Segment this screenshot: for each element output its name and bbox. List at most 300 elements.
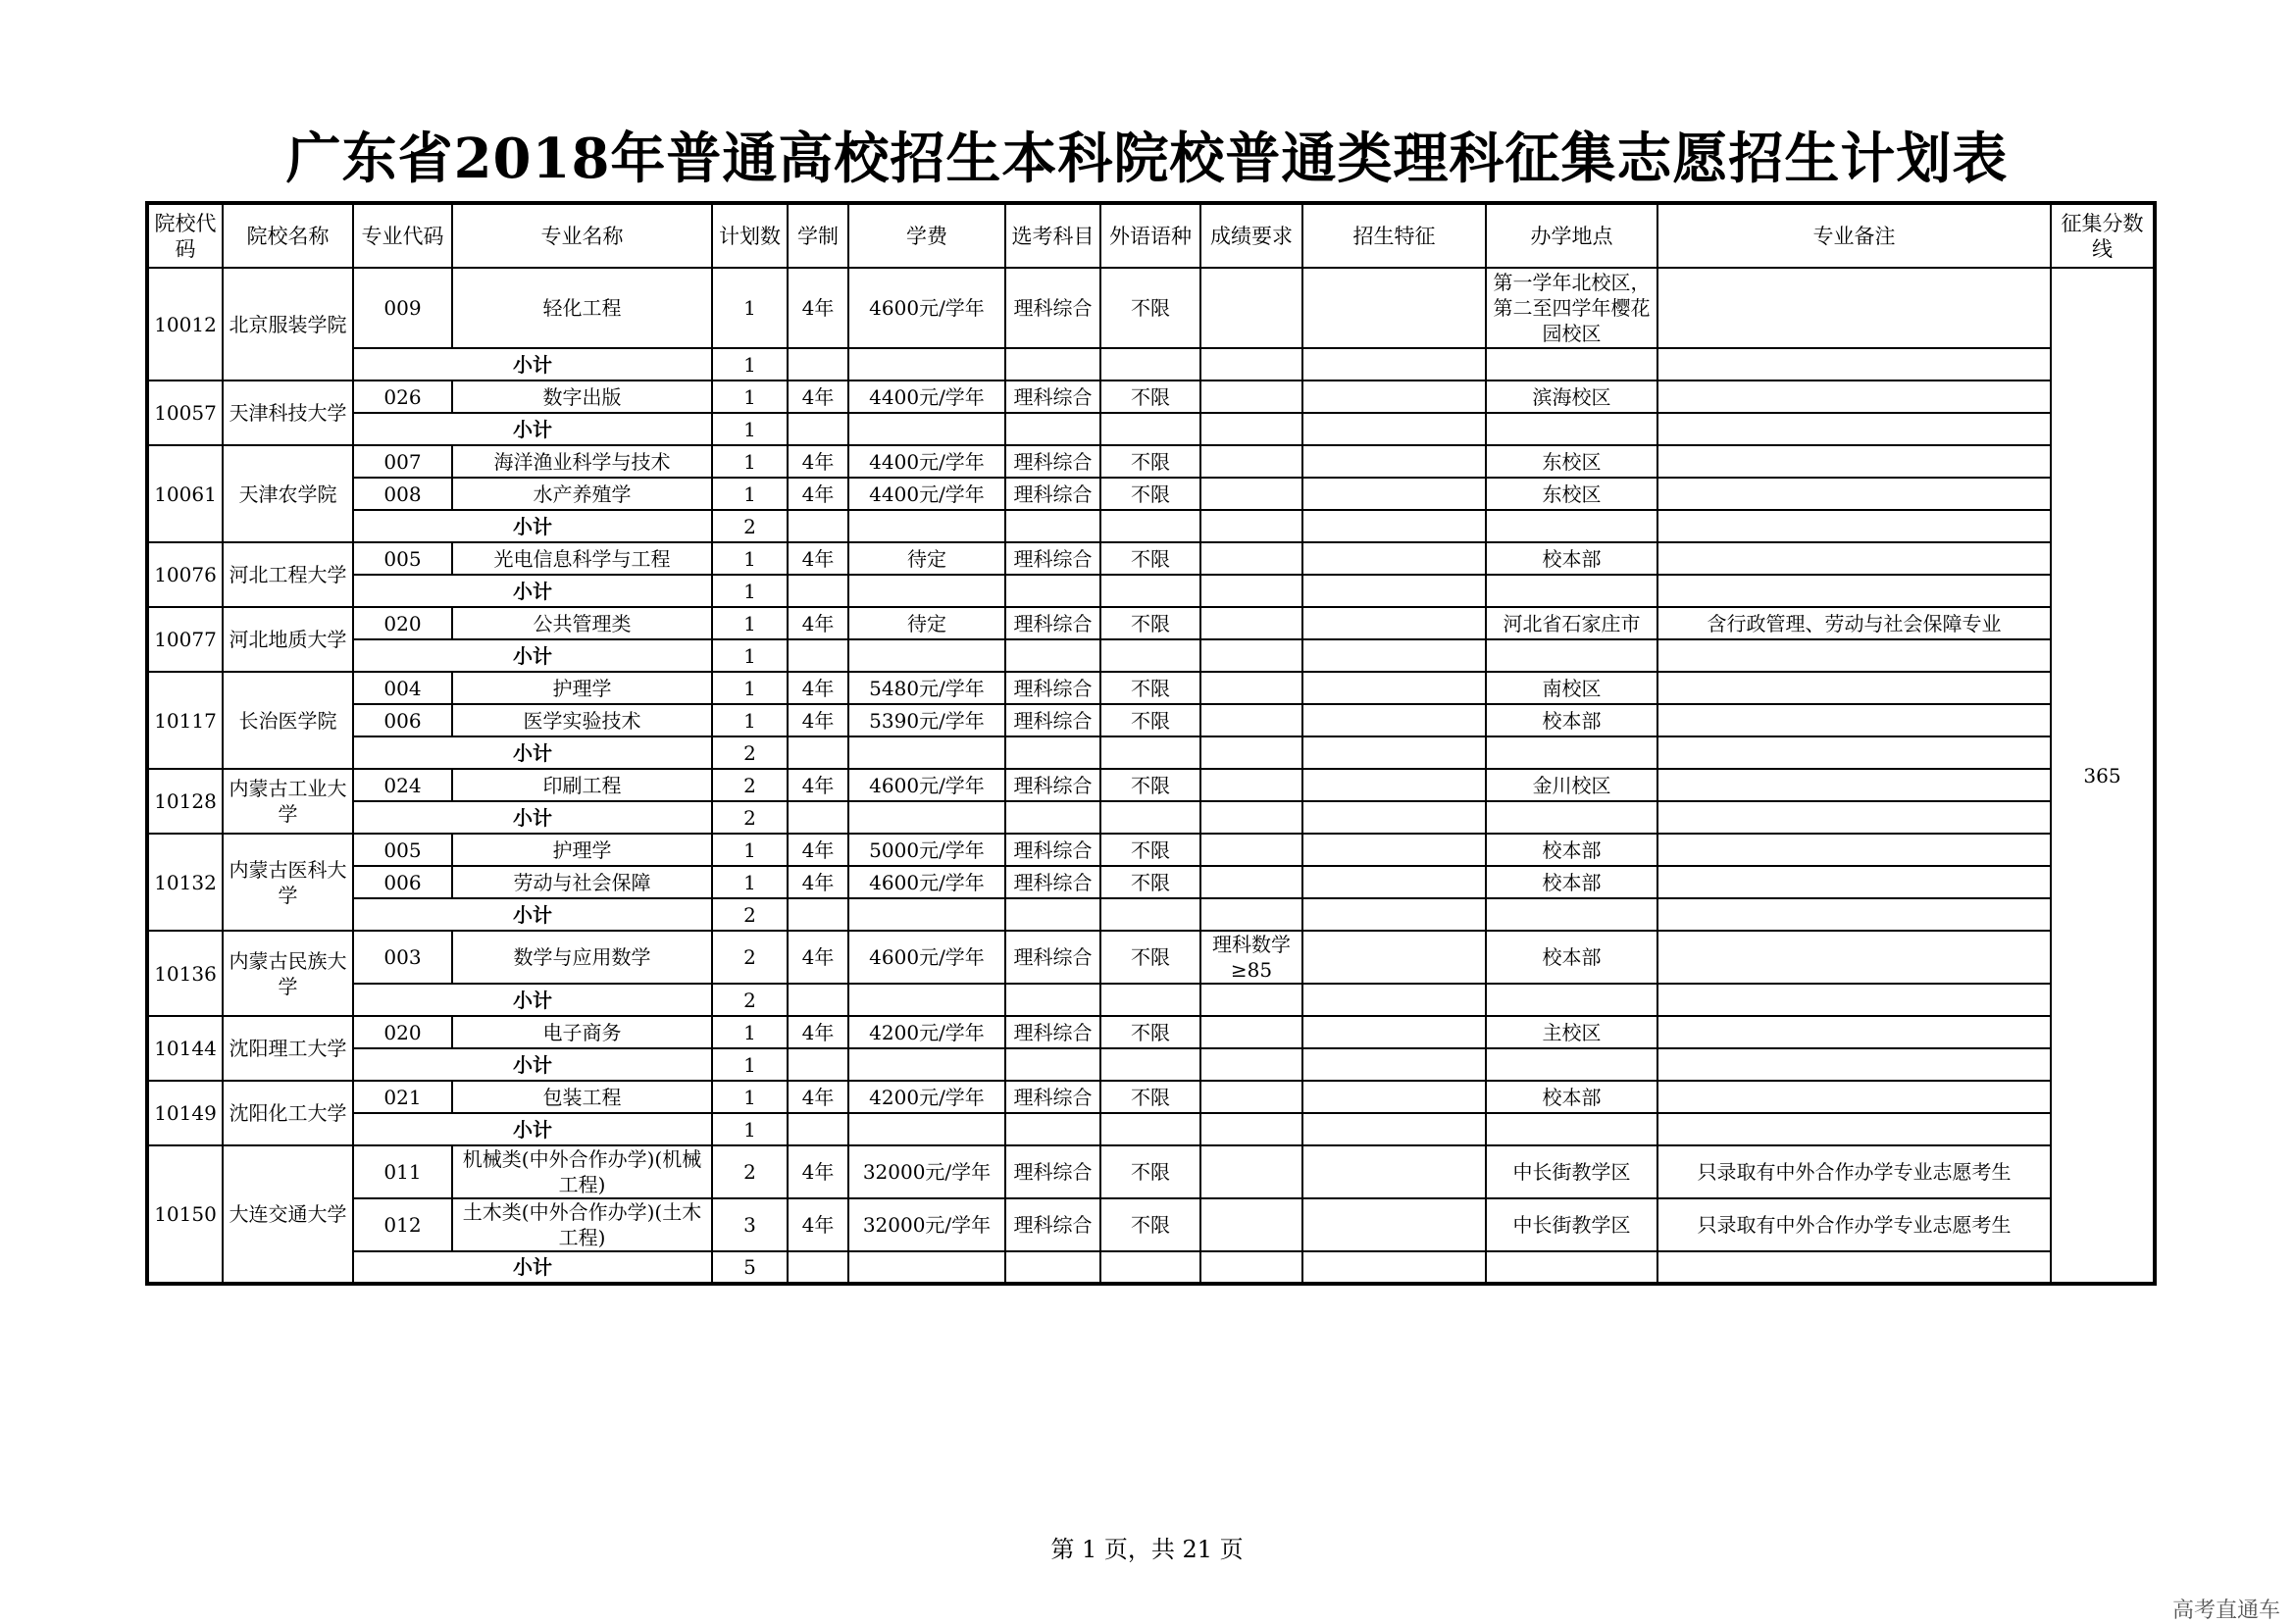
duration-cell: 4年 — [788, 607, 848, 639]
school-name-cell: 北京服装学院 — [223, 268, 353, 381]
major-name-cell: 水产养殖学 — [452, 478, 712, 510]
duration-cell: 4年 — [788, 445, 848, 478]
empty-cell — [1200, 736, 1302, 769]
empty-cell — [788, 801, 848, 834]
major-code-cell: 011 — [353, 1145, 452, 1198]
empty-cell — [788, 413, 848, 445]
duration-cell: 4年 — [788, 1145, 848, 1198]
header-cutoff-score: 征集分数线 — [2051, 203, 2155, 268]
major-remarks-cell — [1657, 381, 2051, 413]
empty-cell — [848, 984, 1005, 1016]
empty-cell — [1100, 984, 1200, 1016]
major-code-cell: 020 — [353, 607, 452, 639]
plan-count-cell: 2 — [712, 769, 788, 801]
header-tuition: 学费 — [848, 203, 1005, 268]
school-name-cell: 河北地质大学 — [223, 607, 353, 672]
major-remarks-cell: 只录取有中外合作办学专业志愿考生 — [1657, 1145, 2051, 1198]
header-plan-count: 计划数 — [712, 203, 788, 268]
major-name-cell: 医学实验技术 — [452, 704, 712, 736]
campus-location-cell: 东校区 — [1486, 478, 1657, 510]
empty-cell — [1657, 736, 2051, 769]
subtotal-count-cell: 2 — [712, 898, 788, 931]
foreign-language-cell: 不限 — [1100, 1081, 1200, 1113]
header-foreign-language: 外语语种 — [1100, 203, 1200, 268]
major-remarks-cell — [1657, 1016, 2051, 1048]
empty-cell — [1200, 898, 1302, 931]
subtotal-row — [147, 801, 2155, 834]
major-code-cell: 004 — [353, 672, 452, 704]
tuition-cell: 4600元/学年 — [848, 866, 1005, 898]
duration-cell: 4年 — [788, 478, 848, 510]
score-requirement-cell: 理科数学≥85 — [1200, 931, 1302, 984]
plan-count-cell: 1 — [712, 542, 788, 575]
elective-subject-cell: 理科综合 — [1005, 834, 1100, 866]
plan-count-cell: 1 — [712, 445, 788, 478]
foreign-language-cell: 不限 — [1100, 542, 1200, 575]
school-name-cell: 内蒙古医科大学 — [223, 834, 353, 931]
subtotal-row — [147, 510, 2155, 542]
subtotal-count-cell: 2 — [712, 984, 788, 1016]
table-row — [147, 1016, 2155, 1048]
subtotal-count-cell: 1 — [712, 575, 788, 607]
major-code-cell: 012 — [353, 1198, 452, 1251]
empty-cell — [1486, 736, 1657, 769]
major-code-cell: 008 — [353, 478, 452, 510]
tuition-cell: 5480元/学年 — [848, 672, 1005, 704]
plan-count-cell: 1 — [712, 478, 788, 510]
subtotal-label: 小计 — [353, 510, 712, 542]
duration-cell: 4年 — [788, 931, 848, 984]
major-code-cell: 006 — [353, 866, 452, 898]
empty-cell — [1302, 639, 1486, 672]
empty-cell — [788, 736, 848, 769]
enrollment-feature-cell — [1302, 607, 1486, 639]
campus-location-cell: 滨海校区 — [1486, 381, 1657, 413]
empty-cell — [1200, 413, 1302, 445]
empty-cell — [1302, 1048, 1486, 1081]
major-code-cell: 020 — [353, 1016, 452, 1048]
empty-cell — [788, 575, 848, 607]
foreign-language-cell: 不限 — [1100, 1198, 1200, 1251]
major-code-cell: 005 — [353, 542, 452, 575]
empty-cell — [1200, 1048, 1302, 1081]
empty-cell — [848, 801, 1005, 834]
score-requirement-cell — [1200, 607, 1302, 639]
tuition-cell: 5000元/学年 — [848, 834, 1005, 866]
elective-subject-cell: 理科综合 — [1005, 931, 1100, 984]
empty-cell — [848, 348, 1005, 381]
empty-cell — [1100, 413, 1200, 445]
major-remarks-cell — [1657, 478, 2051, 510]
enrollment-feature-cell — [1302, 1145, 1486, 1198]
duration-cell: 4年 — [788, 672, 848, 704]
header-major-remarks: 专业备注 — [1657, 203, 2051, 268]
empty-cell — [1657, 639, 2051, 672]
empty-cell — [848, 639, 1005, 672]
empty-cell — [1486, 801, 1657, 834]
enrollment-feature-cell — [1302, 542, 1486, 575]
empty-cell — [1005, 510, 1100, 542]
empty-cell — [1302, 1251, 1486, 1284]
major-remarks-cell — [1657, 834, 2051, 866]
plan-count-cell: 1 — [712, 1016, 788, 1048]
empty-cell — [1005, 736, 1100, 769]
subtotal-label: 小计 — [353, 1251, 712, 1284]
subtotal-count-cell: 1 — [712, 1113, 788, 1145]
major-remarks-cell — [1657, 769, 2051, 801]
empty-cell — [1005, 1113, 1100, 1145]
duration-cell: 4年 — [788, 704, 848, 736]
empty-cell — [848, 736, 1005, 769]
campus-location-cell: 东校区 — [1486, 445, 1657, 478]
subtotal-row — [147, 1251, 2155, 1284]
score-requirement-cell — [1200, 1016, 1302, 1048]
score-requirement-cell — [1200, 1145, 1302, 1198]
school-code-cell: 10057 — [147, 381, 223, 445]
duration-cell: 4年 — [788, 866, 848, 898]
subtotal-label: 小计 — [353, 801, 712, 834]
major-remarks-cell — [1657, 866, 2051, 898]
school-name-cell: 天津科技大学 — [223, 381, 353, 445]
subtotal-row — [147, 413, 2155, 445]
empty-cell — [1657, 348, 2051, 381]
page-number-footer: 第 1 页，共 21 页 — [1050, 1536, 1244, 1563]
cutoff-score-cell: 365 — [2051, 268, 2155, 1284]
subtotal-row — [147, 736, 2155, 769]
empty-cell — [1486, 898, 1657, 931]
major-remarks-cell — [1657, 672, 2051, 704]
school-code-cell: 10117 — [147, 672, 223, 769]
score-requirement-cell — [1200, 866, 1302, 898]
table-row — [147, 478, 2155, 510]
empty-cell — [1486, 1048, 1657, 1081]
subtotal-row — [147, 1048, 2155, 1081]
empty-cell — [1005, 801, 1100, 834]
subtotal-row — [147, 348, 2155, 381]
elective-subject-cell: 理科综合 — [1005, 704, 1100, 736]
empty-cell — [1100, 348, 1200, 381]
elective-subject-cell: 理科综合 — [1005, 1016, 1100, 1048]
subtotal-count-cell: 2 — [712, 510, 788, 542]
subtotal-label: 小计 — [353, 1048, 712, 1081]
subtotal-row — [147, 1113, 2155, 1145]
score-requirement-cell — [1200, 704, 1302, 736]
tuition-cell: 4200元/学年 — [848, 1081, 1005, 1113]
empty-cell — [1200, 510, 1302, 542]
empty-cell — [788, 984, 848, 1016]
plan-count-cell: 2 — [712, 1145, 788, 1198]
foreign-language-cell: 不限 — [1100, 268, 1200, 348]
header-duration: 学制 — [788, 203, 848, 268]
empty-cell — [1657, 984, 2051, 1016]
foreign-language-cell: 不限 — [1100, 704, 1200, 736]
table-row — [147, 1145, 2155, 1198]
empty-cell — [1657, 801, 2051, 834]
tuition-cell: 32000元/学年 — [848, 1145, 1005, 1198]
plan-count-cell: 1 — [712, 381, 788, 413]
tuition-cell: 4400元/学年 — [848, 445, 1005, 478]
campus-location-cell: 校本部 — [1486, 1081, 1657, 1113]
major-name-cell: 包装工程 — [452, 1081, 712, 1113]
empty-cell — [1100, 575, 1200, 607]
empty-cell — [1005, 575, 1100, 607]
enrollment-feature-cell — [1302, 268, 1486, 348]
tuition-cell: 4600元/学年 — [848, 931, 1005, 984]
empty-cell — [1657, 413, 2051, 445]
empty-cell — [1100, 510, 1200, 542]
empty-cell — [1200, 348, 1302, 381]
empty-cell — [848, 413, 1005, 445]
school-code-cell: 10077 — [147, 607, 223, 672]
duration-cell: 4年 — [788, 1081, 848, 1113]
major-remarks-cell — [1657, 931, 2051, 984]
empty-cell — [1200, 984, 1302, 1016]
school-code-cell: 10144 — [147, 1016, 223, 1081]
header-elective-subject: 选考科目 — [1005, 203, 1100, 268]
empty-cell — [788, 510, 848, 542]
elective-subject-cell: 理科综合 — [1005, 1198, 1100, 1251]
score-requirement-cell — [1200, 381, 1302, 413]
major-name-cell: 公共管理类 — [452, 607, 712, 639]
empty-cell — [1005, 984, 1100, 1016]
school-name-cell: 内蒙古民族大学 — [223, 931, 353, 1016]
header-major-name: 专业名称 — [452, 203, 712, 268]
empty-cell — [1005, 1251, 1100, 1284]
major-name-cell: 护理学 — [452, 834, 712, 866]
table-body — [147, 268, 2155, 1284]
empty-cell — [848, 1251, 1005, 1284]
campus-location-cell: 中长街教学区 — [1486, 1145, 1657, 1198]
enrollment-feature-cell — [1302, 1198, 1486, 1251]
subtotal-label: 小计 — [353, 984, 712, 1016]
empty-cell — [1005, 639, 1100, 672]
empty-cell — [1302, 898, 1486, 931]
empty-cell — [788, 1048, 848, 1081]
empty-cell — [788, 348, 848, 381]
tuition-cell: 4200元/学年 — [848, 1016, 1005, 1048]
subtotal-count-cell: 2 — [712, 736, 788, 769]
foreign-language-cell: 不限 — [1100, 769, 1200, 801]
enrollment-feature-cell — [1302, 672, 1486, 704]
subtotal-row — [147, 639, 2155, 672]
header-school-code: 院校代码 — [147, 203, 223, 268]
empty-cell — [1100, 1048, 1200, 1081]
watermark: 高考直通车 — [2171, 1599, 2280, 1623]
school-code-cell: 10076 — [147, 542, 223, 607]
school-name-cell: 大连交通大学 — [223, 1145, 353, 1284]
major-name-cell: 轻化工程 — [452, 268, 712, 348]
foreign-language-cell: 不限 — [1100, 672, 1200, 704]
empty-cell — [1486, 413, 1657, 445]
tuition-cell: 待定 — [848, 542, 1005, 575]
table-row — [147, 672, 2155, 704]
foreign-language-cell: 不限 — [1100, 478, 1200, 510]
table-row — [147, 542, 2155, 575]
elective-subject-cell: 理科综合 — [1005, 769, 1100, 801]
score-requirement-cell — [1200, 542, 1302, 575]
score-requirement-cell — [1200, 1081, 1302, 1113]
score-requirement-cell — [1200, 769, 1302, 801]
header-row — [147, 203, 2155, 268]
school-name-cell: 天津农学院 — [223, 445, 353, 542]
campus-location-cell: 南校区 — [1486, 672, 1657, 704]
major-code-cell: 005 — [353, 834, 452, 866]
empty-cell — [1302, 413, 1486, 445]
table-row — [147, 1081, 2155, 1113]
school-name-cell: 沈阳理工大学 — [223, 1016, 353, 1081]
duration-cell: 4年 — [788, 1016, 848, 1048]
empty-cell — [1486, 639, 1657, 672]
empty-cell — [1486, 1251, 1657, 1284]
plan-count-cell: 1 — [712, 607, 788, 639]
empty-cell — [1200, 575, 1302, 607]
plan-count-cell: 1 — [712, 866, 788, 898]
empty-cell — [1657, 1251, 2051, 1284]
score-requirement-cell — [1200, 268, 1302, 348]
empty-cell — [1486, 984, 1657, 1016]
enrollment-feature-cell — [1302, 478, 1486, 510]
campus-location-cell: 第一学年北校区，第二至四学年樱花园校区 — [1486, 268, 1657, 348]
foreign-language-cell: 不限 — [1100, 381, 1200, 413]
major-code-cell: 021 — [353, 1081, 452, 1113]
empty-cell — [788, 1251, 848, 1284]
enrollment-plan-table — [145, 201, 2157, 1286]
empty-cell — [1657, 1048, 2051, 1081]
table-row — [147, 866, 2155, 898]
major-remarks-cell — [1657, 542, 2051, 575]
empty-cell — [1657, 1113, 2051, 1145]
foreign-language-cell: 不限 — [1100, 445, 1200, 478]
school-code-cell: 10128 — [147, 769, 223, 834]
elective-subject-cell: 理科综合 — [1005, 1145, 1100, 1198]
duration-cell: 4年 — [788, 381, 848, 413]
table-row — [147, 834, 2155, 866]
campus-location-cell: 校本部 — [1486, 542, 1657, 575]
elective-subject-cell: 理科综合 — [1005, 381, 1100, 413]
school-code-cell: 10061 — [147, 445, 223, 542]
enrollment-feature-cell — [1302, 1016, 1486, 1048]
subtotal-count-cell: 1 — [712, 348, 788, 381]
major-remarks-cell: 含行政管理、劳动与社会保障专业 — [1657, 607, 2051, 639]
empty-cell — [1302, 348, 1486, 381]
campus-location-cell: 校本部 — [1486, 834, 1657, 866]
enrollment-feature-cell — [1302, 769, 1486, 801]
subtotal-label: 小计 — [353, 348, 712, 381]
major-name-cell: 电子商务 — [452, 1016, 712, 1048]
subtotal-row — [147, 575, 2155, 607]
subtotal-label: 小计 — [353, 575, 712, 607]
elective-subject-cell: 理科综合 — [1005, 672, 1100, 704]
empty-cell — [1486, 348, 1657, 381]
school-code-cell: 10132 — [147, 834, 223, 931]
score-requirement-cell — [1200, 834, 1302, 866]
subtotal-label: 小计 — [353, 1113, 712, 1145]
empty-cell — [788, 1113, 848, 1145]
elective-subject-cell: 理科综合 — [1005, 866, 1100, 898]
tuition-cell: 待定 — [848, 607, 1005, 639]
empty-cell — [1200, 801, 1302, 834]
foreign-language-cell: 不限 — [1100, 1145, 1200, 1198]
table-row — [147, 381, 2155, 413]
elective-subject-cell: 理科综合 — [1005, 607, 1100, 639]
table-row — [147, 607, 2155, 639]
plan-count-cell: 1 — [712, 672, 788, 704]
empty-cell — [788, 639, 848, 672]
score-requirement-cell — [1200, 672, 1302, 704]
enrollment-feature-cell — [1302, 445, 1486, 478]
foreign-language-cell: 不限 — [1100, 607, 1200, 639]
empty-cell — [848, 1048, 1005, 1081]
header-major-code: 专业代码 — [353, 203, 452, 268]
subtotal-label: 小计 — [353, 736, 712, 769]
empty-cell — [1486, 575, 1657, 607]
empty-cell — [1200, 1251, 1302, 1284]
enrollment-feature-cell — [1302, 931, 1486, 984]
empty-cell — [1100, 1113, 1200, 1145]
empty-cell — [1005, 348, 1100, 381]
tuition-cell: 4600元/学年 — [848, 769, 1005, 801]
empty-cell — [1302, 575, 1486, 607]
foreign-language-cell: 不限 — [1100, 866, 1200, 898]
table-row — [147, 445, 2155, 478]
empty-cell — [1005, 898, 1100, 931]
subtotal-label: 小计 — [353, 413, 712, 445]
empty-cell — [1302, 1113, 1486, 1145]
major-code-cell: 009 — [353, 268, 452, 348]
major-code-cell: 026 — [353, 381, 452, 413]
enrollment-feature-cell — [1302, 704, 1486, 736]
subtotal-count-cell: 1 — [712, 1048, 788, 1081]
header-enrollment-feature: 招生特征 — [1302, 203, 1486, 268]
empty-cell — [1302, 984, 1486, 1016]
tuition-cell: 4400元/学年 — [848, 478, 1005, 510]
header-campus-location: 办学地点 — [1486, 203, 1657, 268]
empty-cell — [848, 898, 1005, 931]
elective-subject-cell: 理科综合 — [1005, 445, 1100, 478]
table-row — [147, 769, 2155, 801]
tuition-cell: 4400元/学年 — [848, 381, 1005, 413]
campus-location-cell: 校本部 — [1486, 931, 1657, 984]
major-code-cell: 024 — [353, 769, 452, 801]
campus-location-cell: 校本部 — [1486, 704, 1657, 736]
elective-subject-cell: 理科综合 — [1005, 478, 1100, 510]
empty-cell — [1486, 1113, 1657, 1145]
empty-cell — [1302, 801, 1486, 834]
campus-location-cell: 校本部 — [1486, 866, 1657, 898]
plan-count-cell: 1 — [712, 268, 788, 348]
major-remarks-cell — [1657, 445, 2051, 478]
foreign-language-cell: 不限 — [1100, 1016, 1200, 1048]
school-code-cell: 10149 — [147, 1081, 223, 1145]
major-name-cell: 护理学 — [452, 672, 712, 704]
major-name-cell: 海洋渔业科学与技术 — [452, 445, 712, 478]
header-school-name: 院校名称 — [223, 203, 353, 268]
school-name-cell: 内蒙古工业大学 — [223, 769, 353, 834]
school-name-cell: 河北工程大学 — [223, 542, 353, 607]
empty-cell — [848, 575, 1005, 607]
major-name-cell: 印刷工程 — [452, 769, 712, 801]
elective-subject-cell: 理科综合 — [1005, 542, 1100, 575]
plan-count-cell: 1 — [712, 1081, 788, 1113]
elective-subject-cell: 理科综合 — [1005, 1081, 1100, 1113]
subtotal-count-cell: 5 — [712, 1251, 788, 1284]
empty-cell — [848, 1113, 1005, 1145]
table-row — [147, 1198, 2155, 1251]
empty-cell — [1005, 1048, 1100, 1081]
empty-cell — [1486, 510, 1657, 542]
empty-cell — [1100, 639, 1200, 672]
enrollment-feature-cell — [1302, 834, 1486, 866]
